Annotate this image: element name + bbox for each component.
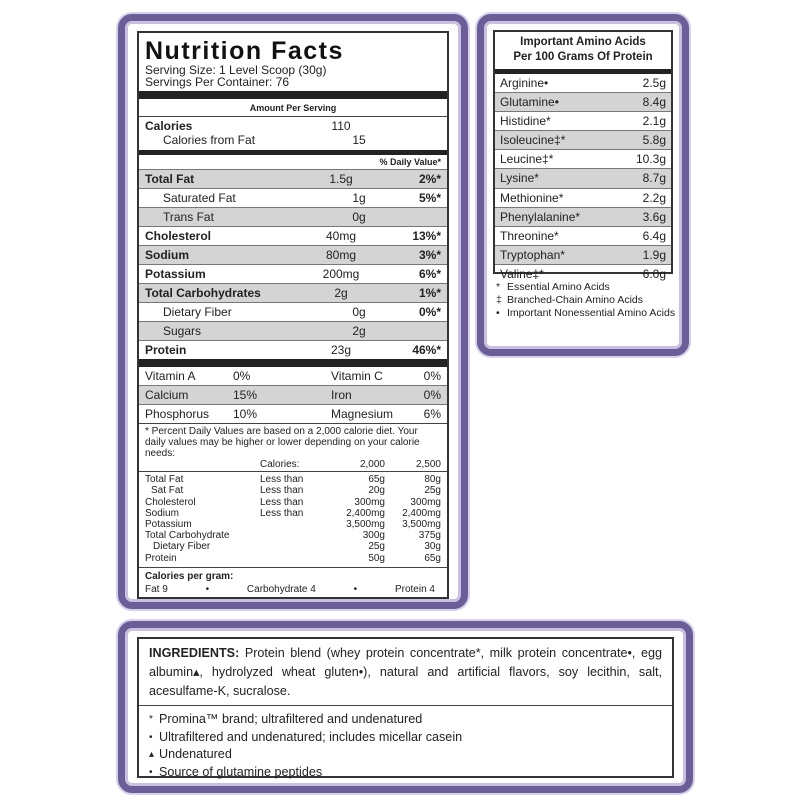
- dv-2000: 300mg: [354, 496, 385, 508]
- amino-acids-title: [495, 32, 671, 74]
- nutrient-label: Sodium: [145, 248, 189, 262]
- nutrient-label: Trans Fat: [163, 210, 214, 224]
- nutrient-pct: 6%*: [418, 267, 441, 281]
- amino-legend: [496, 281, 676, 320]
- legend-item: [496, 294, 676, 307]
- amino-name: Glutamine•: [500, 95, 559, 110]
- amino-title-line: Important Amino Acids: [520, 36, 646, 48]
- dv-qualifier: [260, 553, 315, 564]
- ingredients-text: [139, 639, 672, 706]
- amino-name: Arginine•: [500, 76, 549, 90]
- vitamin-row: [139, 367, 447, 386]
- nutrient-amount: 40mg: [325, 229, 357, 243]
- nutrient-label: Saturated Fat: [163, 191, 236, 205]
- nutrient-row-protein: [139, 341, 447, 359]
- amino-name: Tryptophan*: [500, 247, 565, 262]
- amino-value: 6.0g: [642, 266, 666, 281]
- amino-name: Isoleucine‡*: [500, 133, 566, 148]
- amino-row: [495, 246, 671, 265]
- daily-value-footnote: * Percent Daily Values are based on a 2,000 calorie diet. Your daily values may be higher or lower depending on your calorie needs:: [145, 426, 420, 459]
- nutrient-amount: 2g: [352, 324, 366, 338]
- nutrient-amount: 2g: [334, 286, 348, 300]
- dv-nutrient: Sodium: [145, 507, 179, 519]
- nutrition-facts-panel: [118, 14, 468, 609]
- dv-2500: 2,400mg: [402, 507, 441, 519]
- legend-symbol: *: [496, 281, 501, 293]
- note-symbol: ▴: [149, 749, 155, 760]
- amino-row: [495, 227, 671, 246]
- nutrient-amount: 1.5g: [329, 172, 353, 186]
- amino-value: 8.4g: [642, 95, 666, 110]
- nutrient-amount: 0g: [352, 210, 366, 224]
- amino-name: Leucine‡*: [500, 152, 554, 167]
- dv-qualifier: Less than: [260, 485, 304, 497]
- nutrient-pct: 5%*: [418, 191, 441, 205]
- calories-per-gram: [145, 584, 441, 595]
- dv-qualifier: [260, 530, 315, 541]
- note-symbol: *: [149, 714, 153, 725]
- calories-label: Calories: [145, 119, 193, 133]
- nutrient-row-saturated-fat: [139, 189, 447, 208]
- dv-2500: 25g: [424, 485, 441, 497]
- daily-value-table: [145, 459, 441, 564]
- amino-value: 2.5g: [642, 76, 666, 90]
- legend-symbol: ‡: [496, 294, 502, 306]
- nutrient-label: Cholesterol: [145, 229, 212, 243]
- amino-value: 5.8g: [642, 133, 666, 148]
- dv-nutrient: Potassium: [145, 519, 192, 531]
- nutrient-pct: 3%*: [418, 248, 441, 262]
- nutrient-amount: 0g: [352, 305, 366, 319]
- nutrient-amount: 23g: [330, 343, 352, 357]
- dv-qualifier: Less than: [260, 496, 304, 508]
- amino-value: 3.6g: [642, 209, 666, 224]
- note-text: Promina™ brand; ultrafiltered and undenatured: [159, 712, 423, 726]
- dv-table-row: [145, 519, 441, 530]
- nutrient-row-sugars: [139, 322, 447, 341]
- amino-row: [495, 169, 671, 188]
- amino-name: Phenylalanine*: [500, 209, 581, 224]
- dv-2000: 65g: [368, 474, 385, 486]
- ingredient-note: [149, 729, 662, 747]
- dv-table-row: [145, 497, 441, 508]
- cpg-dot: •: [353, 583, 358, 595]
- dv-table-row: [145, 530, 441, 541]
- legend-item: [496, 307, 676, 320]
- amino-name: Valine‡*: [500, 266, 544, 281]
- dv-2500: 80g: [424, 474, 441, 486]
- dv-table-row: [145, 541, 441, 552]
- ingredients-list: Protein blend (whey protein concentrate*, milk protein concentrate•, egg albumin▴, hydrolyzed wheat gluten•), natural and artificial flavors, soy lecithin, salt, acesulfame-K, sucralose.: [149, 646, 662, 698]
- ingredients-label: INGREDIENTS:: [149, 646, 240, 660]
- nutrient-pct: 0%*: [418, 305, 441, 319]
- nutrition-facts-label: [137, 31, 449, 599]
- dv-table-row: [145, 485, 441, 496]
- vitamin-value: 15%: [233, 388, 258, 402]
- amino-name: Threonine*: [500, 228, 559, 243]
- dv-2000: 25g: [368, 541, 385, 553]
- amino-name: Histidine*: [500, 114, 551, 129]
- dv-table-row: [145, 553, 441, 564]
- cpg-protein: Protein 4: [394, 583, 435, 595]
- calories-row: [139, 119, 447, 133]
- nutrient-label: Sugars: [163, 324, 202, 338]
- amino-acids-table: [493, 30, 673, 281]
- amino-value: 2.2g: [642, 190, 666, 205]
- amino-row: [495, 74, 671, 93]
- dv-2500: 30g: [424, 541, 441, 553]
- note-symbol: •: [149, 766, 153, 778]
- ingredients-box: [137, 637, 674, 778]
- dv-table-row: [145, 474, 441, 485]
- amino-row: [495, 93, 671, 112]
- legend-item: [496, 281, 676, 294]
- dv-2000: 50g: [368, 552, 385, 564]
- calories-from-fat-value: 15: [352, 133, 366, 147]
- amino-row: [495, 208, 671, 227]
- amino-value: 2.1g: [642, 114, 666, 129]
- dv-2000: 2,400mg: [346, 507, 385, 519]
- dv-nutrient: Cholesterol: [145, 496, 196, 508]
- dv-table-header: [139, 459, 447, 472]
- divider-thin: [139, 567, 447, 568]
- dv-2000: 3,500mg: [346, 519, 385, 531]
- vitamin-label: Vitamin C: [331, 369, 383, 383]
- amino-row: [495, 112, 671, 131]
- nutrient-row-potassium: [139, 265, 447, 284]
- nutrient-amount: 80mg: [325, 248, 357, 262]
- amino-name: Lysine*: [500, 171, 539, 186]
- nutrient-label: Protein: [145, 343, 187, 357]
- cpg-carbohydrate: Carbohydrate 4: [246, 583, 316, 595]
- vitamin-value: 0%: [423, 369, 441, 383]
- nutrient-row-total-carbohydrates: [139, 284, 447, 303]
- dv-qualifier: [260, 519, 315, 530]
- nutrient-pct: 1%*: [418, 286, 441, 300]
- amino-title-line: Per 100 Grams Of Protein: [513, 51, 653, 63]
- ingredient-note: [149, 746, 662, 764]
- vitamin-row: [139, 386, 447, 405]
- legend-text: Branched-Chain Amino Acids: [507, 294, 643, 306]
- dv-nutrient: Total Carbohydrate: [145, 530, 230, 542]
- amino-value: 1.9g: [642, 247, 666, 262]
- amino-acids-panel: [477, 14, 689, 356]
- daily-value-header: % Daily Value*: [139, 155, 447, 170]
- nutrient-amount: 1g: [352, 191, 366, 205]
- amount-per-serving: Amount Per Serving: [139, 99, 447, 117]
- amino-row: [495, 131, 671, 150]
- amino-name: Methionine*: [500, 190, 564, 205]
- dv-nutrient: Total Fat: [145, 474, 184, 486]
- legend-text: Essential Amino Acids: [507, 281, 610, 293]
- amino-value: 6.4g: [642, 228, 666, 243]
- vitamin-label: Phosphorus: [145, 407, 210, 421]
- serving-size: Serving Size: 1 Level Scoop (30g): [145, 63, 327, 77]
- vitamin-value: 0%: [423, 388, 441, 402]
- calories-per-gram-title: Calories per gram:: [145, 570, 234, 582]
- amino-row: [495, 150, 671, 169]
- ingredient-note: [149, 711, 662, 729]
- dv-table-row: [145, 508, 441, 519]
- dv-qualifier: Less than: [260, 474, 304, 486]
- nutrient-row-total-fat: [139, 170, 447, 189]
- ingredient-note: [149, 764, 662, 782]
- dv-nutrient: Protein: [145, 552, 177, 564]
- nutrient-label: Dietary Fiber: [163, 305, 232, 319]
- nutrient-label: Total Fat: [145, 172, 195, 186]
- nutrient-pct: 46%*: [412, 343, 441, 357]
- vitamin-row: [139, 405, 447, 424]
- divider-thick: [139, 359, 447, 367]
- vitamin-label: Vitamin A: [145, 369, 196, 383]
- amino-value: 10.3g: [635, 152, 666, 167]
- dv-nutrient: Sat Fat: [151, 485, 184, 497]
- nutrient-label: Potassium: [145, 267, 206, 281]
- vitamin-value: 10%: [233, 407, 258, 421]
- nutrient-label: Total Carbohydrates: [145, 286, 261, 300]
- nutrient-row-trans-fat: [139, 208, 447, 227]
- amino-row: [495, 189, 671, 208]
- dv-qualifier: Less than: [260, 507, 304, 519]
- calories-from-fat-row: [139, 133, 447, 147]
- dv-header-calories: Calories:: [260, 459, 300, 470]
- vitamin-value: 6%: [423, 407, 441, 421]
- note-text: Ultrafiltered and undenatured; includes micellar casein: [159, 729, 463, 744]
- nutrient-row-cholesterol: [139, 227, 447, 246]
- ingredients-notes: [149, 706, 662, 781]
- calories-value: 110: [331, 119, 351, 133]
- nutrient-amount: 200mg: [322, 267, 360, 281]
- nutrition-title: Nutrition Facts: [145, 37, 344, 65]
- calories-from-fat-label: Calories from Fat: [163, 133, 256, 147]
- dv-2000: 20g: [368, 485, 385, 497]
- ingredients-panel: [118, 621, 693, 793]
- dv-2500: 65g: [424, 552, 441, 564]
- dv-2500: 300mg: [410, 496, 441, 508]
- nutrient-pct: 13%*: [412, 229, 441, 243]
- dv-header-2000: 2,000: [359, 459, 385, 470]
- nutrient-row-dietary-fiber: [139, 303, 447, 322]
- divider-thick: [139, 91, 447, 99]
- dv-nutrient: Dietary Fiber: [153, 541, 211, 553]
- dv-header-2500: 2,500: [415, 459, 441, 470]
- legend-symbol: •: [496, 307, 500, 319]
- nutrient-row-sodium: [139, 246, 447, 265]
- vitamin-label: Magnesium: [331, 407, 394, 421]
- nutrient-pct: 2%*: [418, 172, 441, 186]
- dv-2000: 300g: [362, 530, 385, 542]
- cpg-fat: Fat 9: [145, 583, 168, 595]
- dv-qualifier: [260, 541, 315, 552]
- vitamin-value: 0%: [233, 369, 251, 383]
- vitamin-label: Iron: [331, 388, 352, 402]
- vitamin-label: Calcium: [145, 388, 189, 402]
- note-symbol: •: [149, 731, 153, 743]
- servings-per-container: Servings Per Container: 76: [145, 75, 290, 89]
- dv-2500: 375g: [418, 530, 441, 542]
- amino-value: 8.7g: [642, 171, 666, 186]
- note-text: Undenatured: [159, 747, 232, 761]
- cpg-dot: •: [205, 583, 210, 595]
- note-text: Source of glutamine peptides: [159, 764, 323, 779]
- dv-2500: 3,500mg: [402, 519, 441, 531]
- legend-text: Important Nonessential Amino Acids: [507, 307, 676, 319]
